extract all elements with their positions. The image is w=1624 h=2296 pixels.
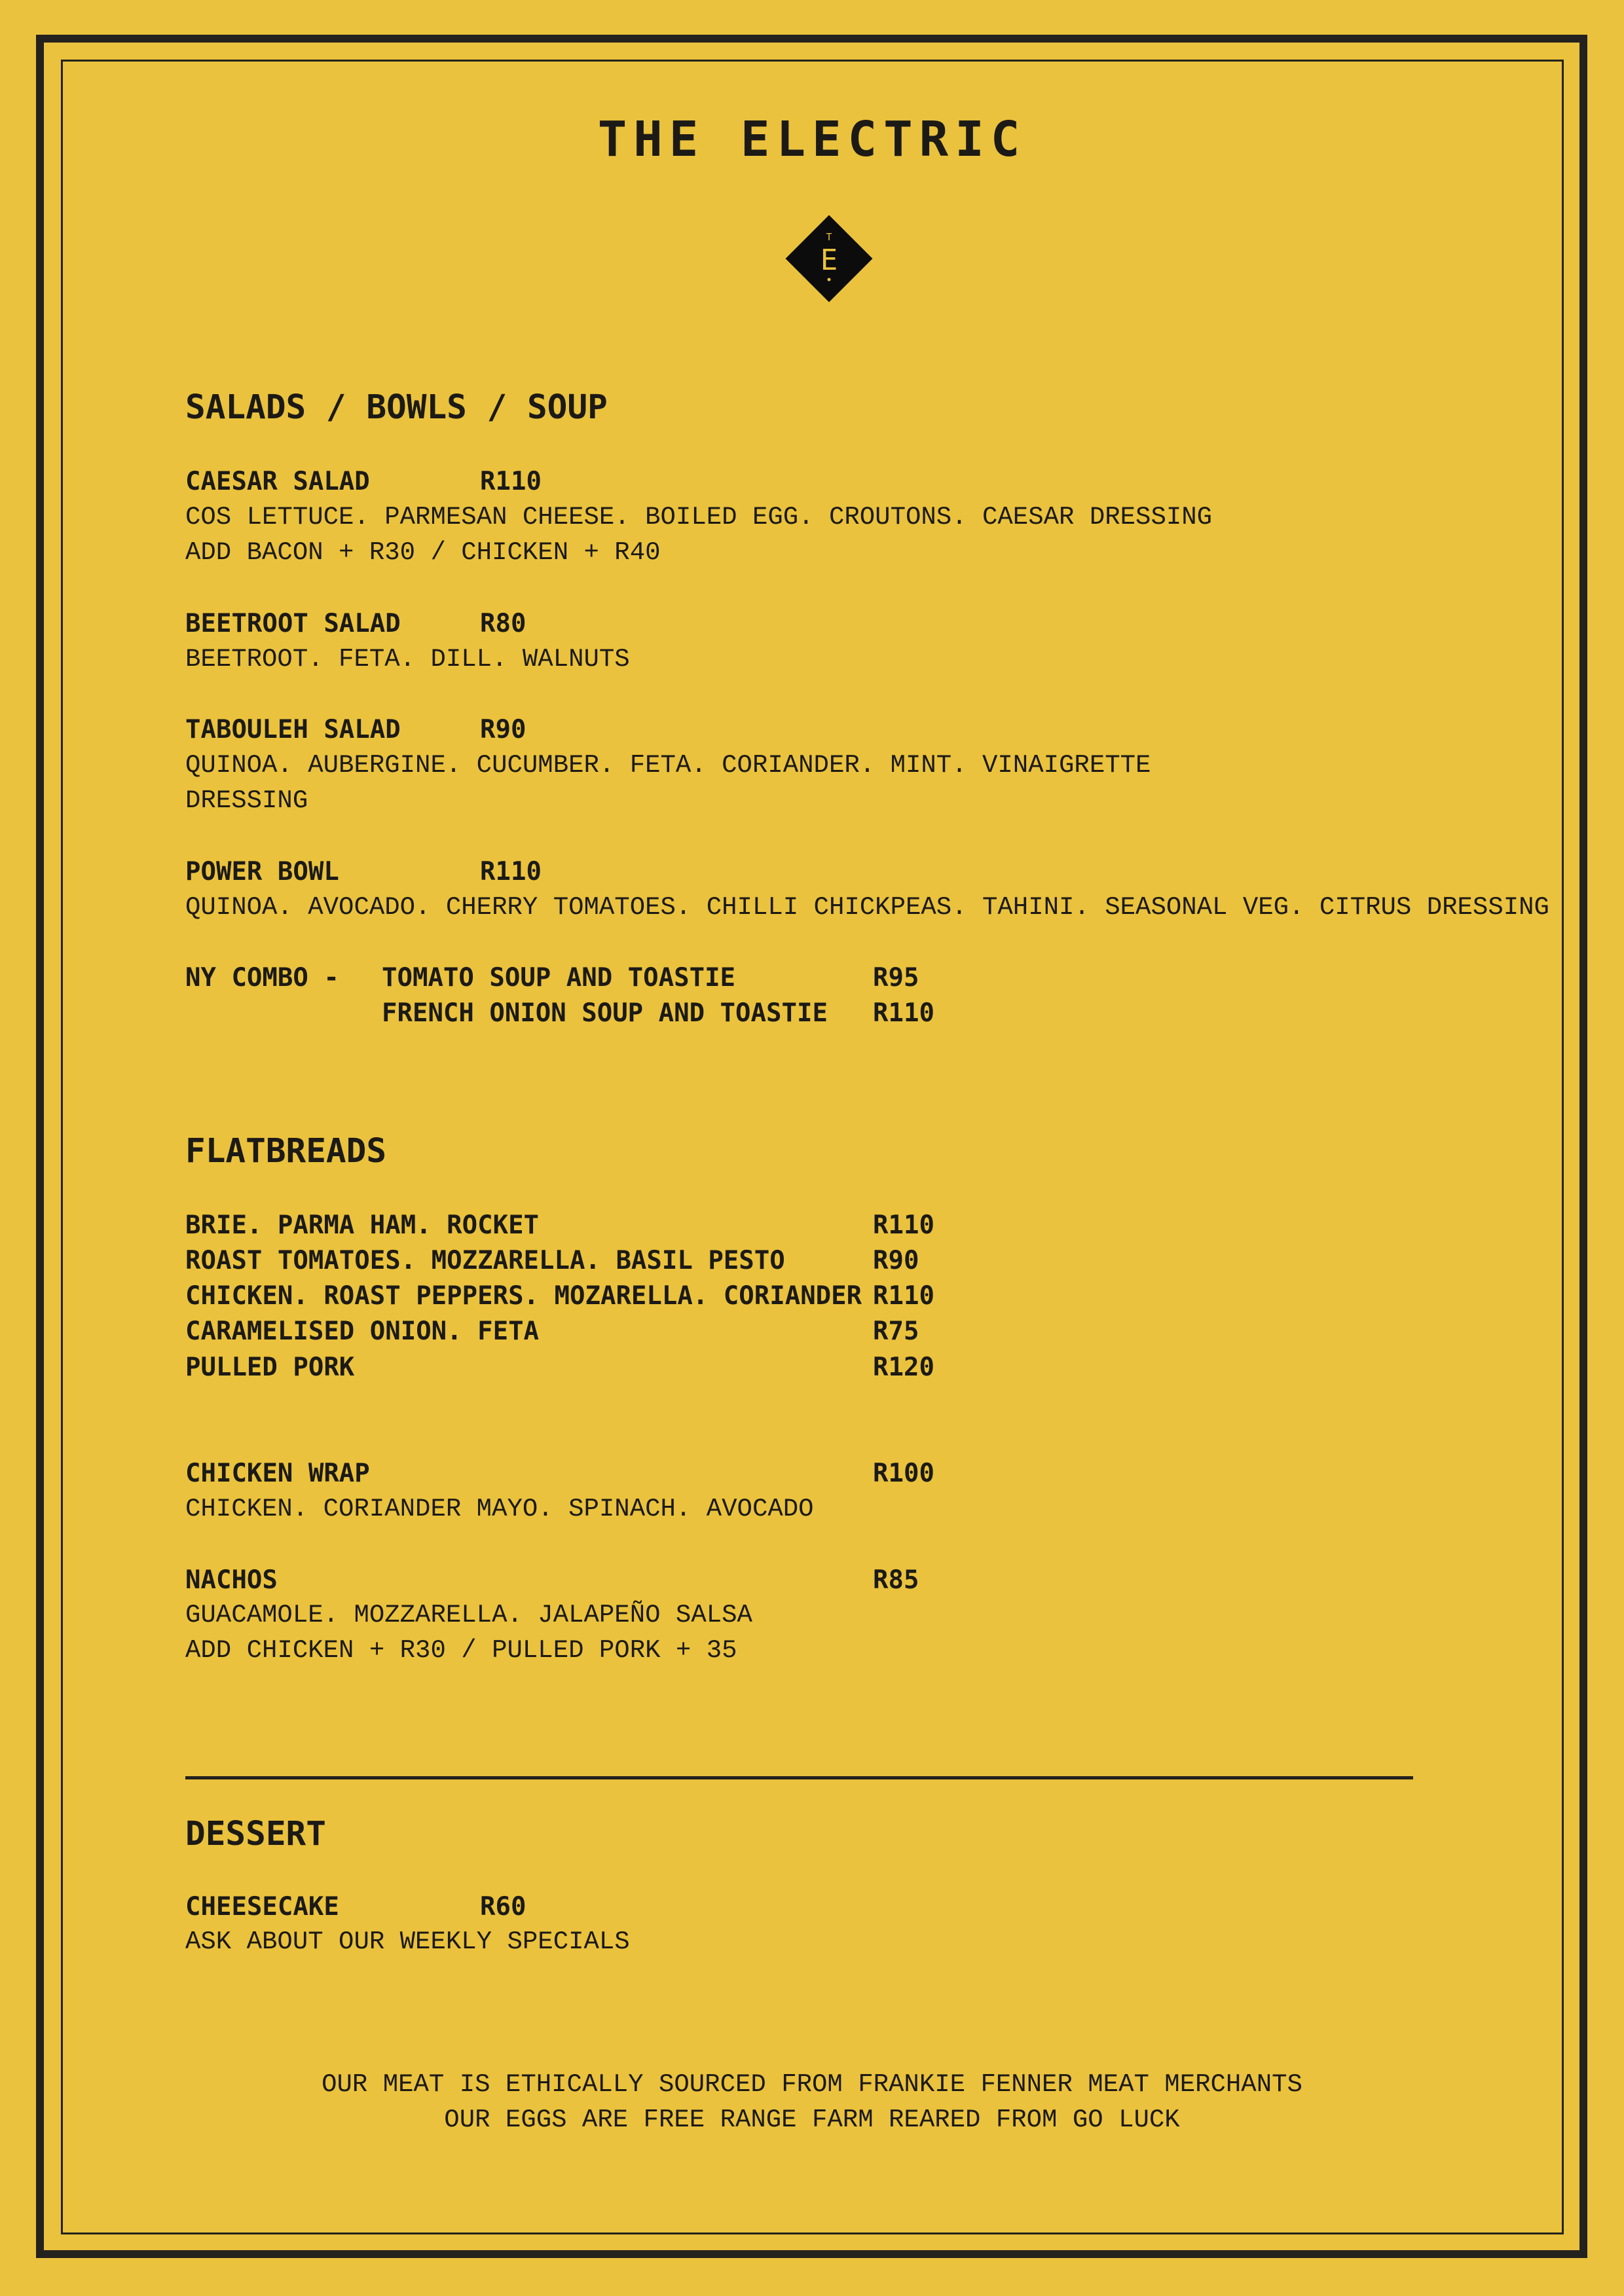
section-divider [185,1776,1413,1779]
flatbread-price: R110 [873,1281,934,1311]
combo-label: NY COMBO - [185,963,339,993]
flatbread-name: BRIE. PARMA HAM. ROCKET [185,1211,540,1240]
section-title-salads: SALADS / BOWLS / SOUP [185,388,608,427]
flatbread-price: R75 [873,1317,919,1346]
item-description-cont: DRESSING [185,786,308,815]
logo-top-letter: T [826,231,832,243]
item-price: R110 [480,467,542,496]
footer-meat-note: OUR MEAT IS ETHICALLY SOURCED FROM FRANKIE FENNER MEAT MERCHANTS [322,2070,1302,2099]
item-description: ASK ABOUT OUR WEEKLY SPECIALS [185,1927,630,1956]
diamond-logo-icon [777,206,881,311]
flatbread-name: PULLED PORK [185,1353,355,1382]
item-name: CHICKEN WRAP [185,1459,370,1488]
item-description: BEETROOT. FETA. DILL. WALNUTS [185,645,630,674]
item-price: R100 [873,1459,934,1488]
item-name: POWER BOWL [185,857,339,886]
item-addon: ADD BACON + R30 / CHICKEN + R40 [185,538,661,567]
flatbread-name: ROAST TOMATOES. MOZZARELLA. BASIL PESTO [185,1246,785,1275]
item-price: R85 [873,1565,919,1595]
combo-option-name: TOMATO SOUP AND TOASTIE [382,963,736,993]
flatbread-name: CHICKEN. ROAST PEPPERS. MOZARELLA. CORIANDER [185,1281,862,1311]
item-description: GUACAMOLE. MOZZARELLA. JALAPEÑO SALSA [185,1601,752,1630]
section-title-flatbreads: FLATBREADS [185,1132,387,1171]
item-description: CHICKEN. CORIANDER MAYO. SPINACH. AVOCADO [185,1495,814,1523]
item-name: CHEESECAKE [185,1892,339,1922]
restaurant-name: THE ELECTRIC [597,111,1027,168]
combo-option-price: R95 [873,963,919,993]
combo-option-price: R110 [873,998,934,1028]
item-name: CAESAR SALAD [185,467,370,496]
item-description: QUINOA. AUBERGINE. CUCUMBER. FETA. CORIANDER. MINT. VINAIGRETTE [185,751,1151,780]
item-price: R90 [480,715,526,744]
combo-option-name: FRENCH ONION SOUP AND TOASTIE [382,998,828,1028]
item-price: R80 [480,609,526,638]
item-price: R60 [480,1892,526,1922]
section-title-dessert: DESSERT [185,1815,326,1853]
flatbread-price: R120 [873,1353,934,1382]
item-description: QUINOA. AVOCADO. CHERRY TOMATOES. CHILLI CHICKPEAS. TAHINI. SEASONAL VEG. CITRUS DRESSING [185,893,1549,922]
footer-eggs-note: OUR EGGS ARE FREE RANGE FARM REARED FROM GO LUCK [444,2105,1180,2134]
item-name: NACHOS [185,1565,278,1595]
logo-letter: E [820,244,838,277]
item-name: BEETROOT SALAD [185,609,401,638]
item-name: TABOULEH SALAD [185,715,401,744]
flatbread-price: R90 [873,1246,919,1275]
flatbread-name: CARAMELISED ONION. FETA [185,1317,540,1346]
flatbread-price: R110 [873,1211,934,1240]
item-description: COS LETTUCE. PARMESAN CHEESE. BOILED EGG. CROUTONS. CAESAR DRESSING [185,503,1213,532]
item-price: R110 [480,857,542,886]
item-addon: ADD CHICKEN + R30 / PULLED PORK + 35 [185,1636,737,1665]
